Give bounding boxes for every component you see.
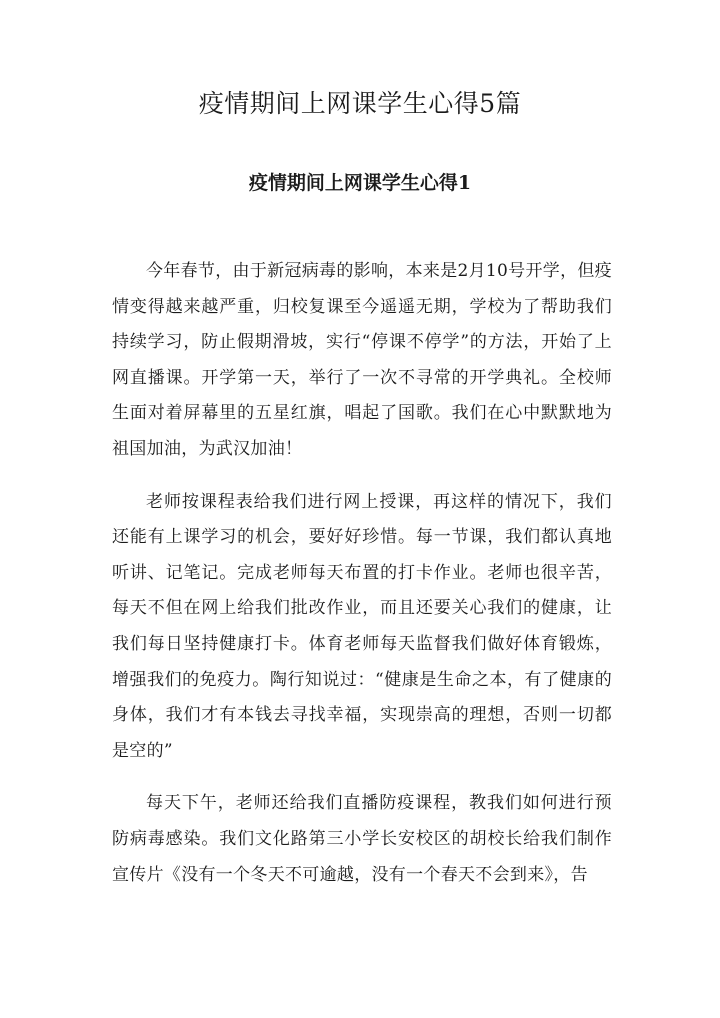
document-body [112,254,612,910]
paragraph-1: 今年春节，由于新冠病毒的影响，本来是2月10号开学，但疫情变得越来越严重，归校复课至今遥遥无期，学校为了帮助我们持续学习，防止假期滑坡，实行“停课不停学”的方法，开始了上网直播课。开学第一天，举行了一次不寻常的开学典礼。全校师生面对着屏幕里的五星红旗，唱起了国歌。我们在心中默默地为祖国加油，为武汉加油！ [112,261,612,459]
document-title: 疫情期间上网课学生心得5篇 [198,89,522,118]
section-title: 疫情期间上网课学生心得1 [248,172,472,194]
paragraph-2: 老师按课程表给我们进行网上授课，再这样的情况下，我们还能有上课学习的机会，要好好珍惜。每一节课，我们都认真地听讲、记笔记。完成老师每天布置的打卡作业。老师也很辛苦，每天不但在网上给我们批改作业，而且还要关心我们的健康，让我们每日坚持健康打卡。体育老师每天监督我们做好体育锻炼，增强我们的免疫力。陶行知说过：“健康是生命之本，有了健康的身体，我们才有本钱去寻找幸福，实现崇高的理想，否则一切都是空的” [112,491,612,761]
paragraph-3: 每天下午，老师还给我们直播防疫课程，教我们如何进行预防病毒感染。我们文化路第三小学长安校区的胡校长给我们制作宣传片《没有一个冬天不可逾越，没有一个春天不会到来》，告 [112,793,612,885]
